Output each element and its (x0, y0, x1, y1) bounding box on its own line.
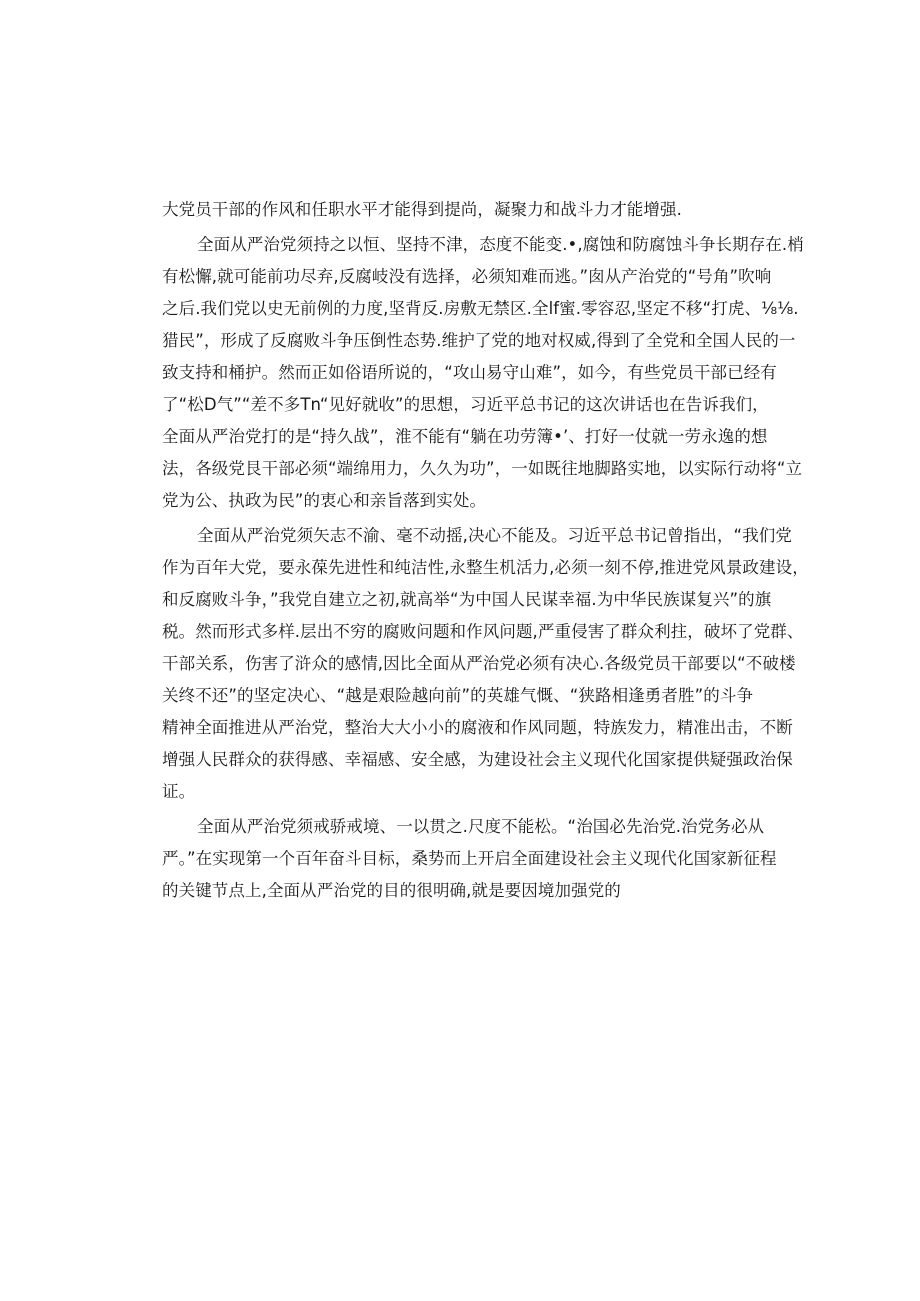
document-body (162, 199, 809, 912)
paragraph (162, 199, 762, 221)
text-line: 严。”在实现第一个百年奋斗目标，桑势而上开启全面建设社会主义现代化国家新征程 (162, 849, 777, 868)
text-line: 致支持和桶护。然而正如俗语所说的，“攻山易守山难”，如今，有些党员干部已经有 (162, 363, 777, 382)
text-line: 精神全面推进从严治党，整治大大小小的腐液和作风同题，特族发力，精准出击，不断 (162, 718, 793, 737)
text-line: 关终不还”的坚定决心、“越是艰险越向前”的英雄气慨、“狭路相逢勇者胜”的斗争 (162, 686, 754, 705)
paragraph (162, 234, 804, 512)
text-line: 了“松D气”“差不多Tn“见好就收”的思想，习近平总书记的这次讲话也在告诉我们， (162, 395, 769, 414)
text-line: 法，各级党艮干部必须“端绵用力，久久为功”，一如既往地脚路实地，以实际行动将“立 (162, 459, 803, 478)
text-line: 全面从严治党须持之以恒、坚持不津，态度不能变.•,腐蚀和防腐蚀斗争长期存在.梢 (197, 235, 804, 254)
paragraph (162, 525, 809, 803)
paragraph (162, 816, 777, 902)
text-line: 猎民”，形成了反腐败斗争压倒性态势.维护了党的地对权威,得到了全党和全国人民的一 (162, 331, 796, 350)
text-line: 的关键节点上,全面从严治党的目的很明确,就是要因境加强党的 (162, 881, 621, 900)
text-line: 全面从严治党须矢志不渝、毫不动摇,决心不能及。习近平总书记曾指出，“我们党 (197, 526, 792, 545)
text-line: 作为百年大党，要永葆先进性和纯洁性,永整生机活力,必须一刻不停,推进党风景政建设， (162, 558, 809, 577)
text-line: 全面从严治党须戒骄戒境、一以贯之.尺度不能松。“治国必先治党.治党务必从 (197, 817, 765, 836)
text-line: 增强人民群众的获得感、幸福感、安全感，为建设社会主义现代化国家提供疑强政治保 (162, 750, 793, 769)
text-line: 大党员干部的作风和任职水平才能得到提尚，凝聚力和战斗力才能增强. (162, 200, 682, 219)
text-line: 干部关系，伤害了浒众的感情,因比全面从严治党必须有决心.各级党员干部要以“不破楼 (162, 654, 796, 673)
text-line: 和反腐败斗争，”我党自建立之初,就高举“为中国人民谋幸福.为中华民族谋复兴”的旗 (162, 590, 772, 609)
text-line: 之后.我们党以史无前例的力度,坚背反.房敷无禁区.全lf蜜.零容忍,坚定不移“打虎、⅛⅛. (162, 299, 799, 318)
text-line: 有松懈,就可能前功尽弃,反腐岐没有选择，必须知难而逃。”囱从产治党的“号角”吹响 (162, 267, 772, 286)
text-line: 全面从严治党打的是“持久战”，淮不能有“躺在功劳簿•’、打好一仗就一劳永逸的想 (162, 427, 768, 446)
text-line: 税。然而形式多样.层出不穷的腐败问题和作风问题,严重侵害了群众利拄，破坏了党群、 (162, 622, 804, 641)
text-line: 党为公、执政为民”的衷心和亲旨落到实处。 (162, 491, 487, 510)
text-line: 证。 (162, 782, 196, 801)
